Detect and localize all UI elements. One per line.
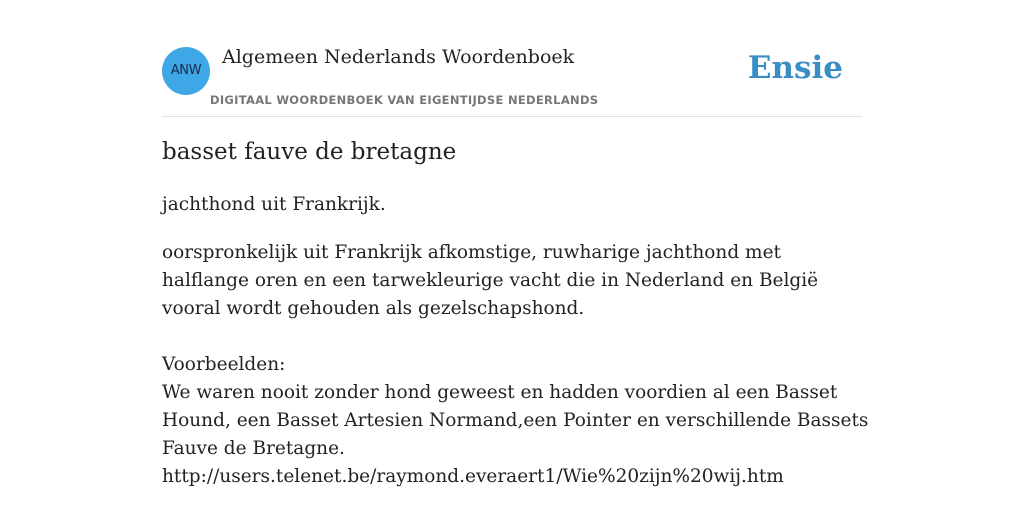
example-text: We waren nooit zonder hond geweest en hadden voordien al een Basset Hound, een Basset Artesien Normand,een Pointer en verschillende Bassets Fauve de Bretagne. [162, 382, 869, 459]
examples-section [162, 351, 870, 491]
short-definition: jachthond uit Frankrijk. [162, 194, 386, 215]
entry-headword: basset fauve de bretagne [162, 139, 457, 165]
site-title[interactable]: Algemeen Nederlands Woordenboek [222, 46, 575, 68]
ensie-brand-logo[interactable]: Ensie [747, 50, 843, 86]
site-subtitle: DIGITAAL WOORDENBOEK VAN EIGENTIJDSE NEDERLANDS [210, 93, 599, 107]
long-definition-text: oorspronkelijk uit Frankrijk afkomstige, ruwharige jachthond met halflange oren en een tarwekleurige vacht die in Nederland en België vooral wordt gehouden als gezelschapshond. [162, 242, 819, 319]
example-source: http://users.telenet.be/raymond.everaert1/Wie%20zijn%20wij.htm [162, 466, 784, 487]
long-definition [162, 239, 870, 323]
anw-logo[interactable]: ANW [162, 47, 210, 95]
site-header [162, 46, 862, 117]
examples-label: Voorbeelden: [162, 354, 286, 375]
